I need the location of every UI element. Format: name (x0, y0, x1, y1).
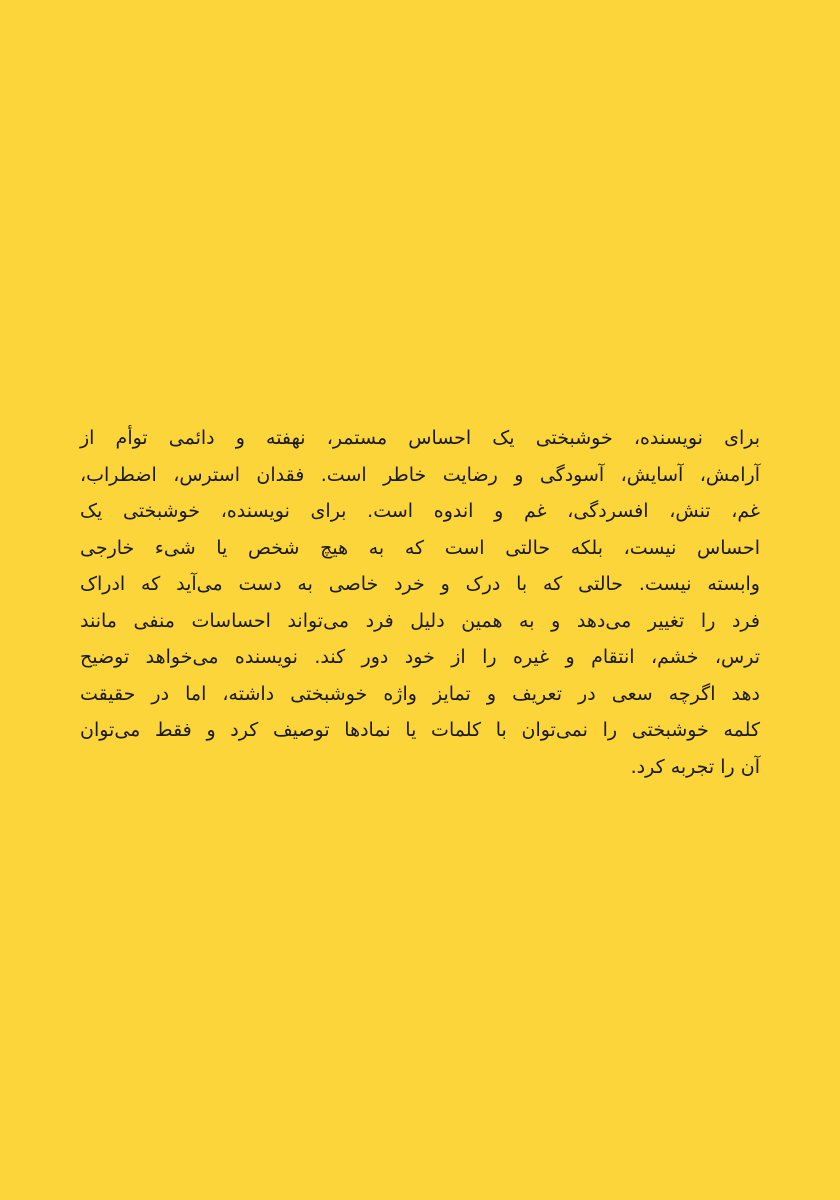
paragraph-line: وابسته نیست. حالتی که با درک و خرد خاصی به دست می‌آید که ادراک (80, 573, 760, 595)
paragraph-line: کلمه خوشبختی را نمی‌توان با کلمات یا نمادها توصیف کرد و فقط می‌توان (80, 719, 760, 741)
paragraph-line: غم، تنش، افسردگی، غم و اندوه است. برای نویسنده، خوشبختی یک (80, 500, 760, 522)
paragraph-line: آن را تجربه کرد. (630, 755, 760, 778)
paragraph-line: احساس نیست، بلکه حالتی است که به هیچ شخص یا شیء خارجی (80, 536, 760, 559)
paragraph-line: ترس، خشم، انتقام و غیره را از خود دور کند. نویسنده می‌خواهد توضیح (80, 646, 760, 668)
body-paragraph (80, 420, 760, 785)
paragraph-line: فرد را تغییر می‌دهد و به همین دلیل فرد می‌تواند احساسات منفی مانند (80, 609, 760, 632)
paragraph-line: آرامش، آسایش، آسودگی و رضایت خاطر است. فقدان استرس، اضطراب، (80, 463, 760, 486)
paragraph-line: دهد اگرچه سعی در تعریف و تمایز واژه خوشبختی داشته، اما در حقیقت (80, 682, 760, 705)
paragraph-line: برای نویسنده، خوشبختی یک احساس مستمر، نهفته و دائمی توأم از (80, 427, 760, 449)
